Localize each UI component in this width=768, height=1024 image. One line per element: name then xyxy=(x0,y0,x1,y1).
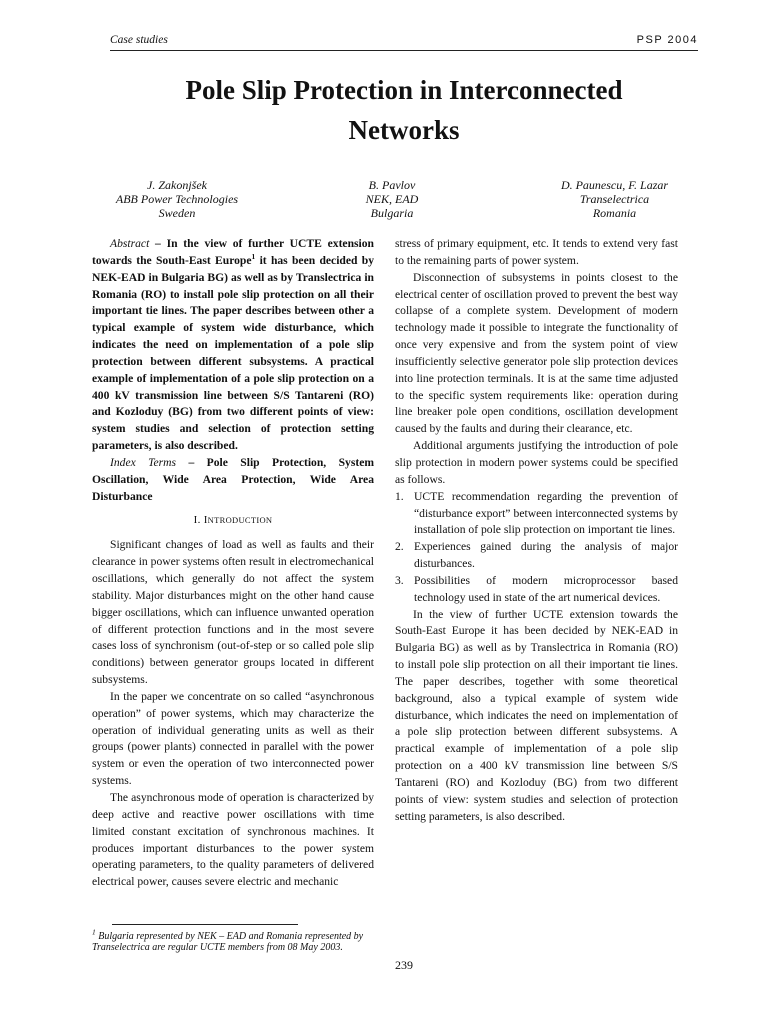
author-affiliation: Transelectrica xyxy=(579,192,650,206)
abstract-label: Abstract xyxy=(110,237,150,250)
title-line-1: Pole Slip Protection in Interconnected xyxy=(185,75,623,105)
footnote-mark: 1 xyxy=(92,927,96,937)
body-paragraph: stress of primary equipment, etc. It tends to extend very fast to the remaining parts of power system. xyxy=(395,237,678,267)
abstract: Abstract – In the view of further UCTE extension towards the South-East Europe$^1$ it has been decided by NEK-EAD in Bulgaria BG) as well as by Translectrica in Romania (RO) to install pole slip protection on all their important tie lines. The paper describes between other a typical example of system wide disturbance, which indicates the need on implementation of a pole slip protection between different subsystems. A practical example of implementation of a pole slip protection on a 400 kV transmission line between S/S Tantareni (RO) and Kozloduy (BG) from two different points of view: system studies and selection of protection setting parameters, is also described. xyxy=(92,237,374,453)
author-name: J. Zakonjšek xyxy=(147,178,207,192)
author-1 xyxy=(92,178,262,220)
left-column xyxy=(92,236,374,891)
section-heading-introduction: I. INTRODUCTION xyxy=(193,513,273,526)
body-paragraph: Additional arguments justifying the introduction of pole slip protection in modern power systems could be specified as follows. xyxy=(395,439,678,486)
list-item: 3. Possibilities of modern microprocessor based technology used in state of the art numerical devices. xyxy=(395,573,678,604)
paper-title xyxy=(110,70,698,150)
header-section-label: Case studies xyxy=(110,34,168,46)
index-terms-label: Index Terms xyxy=(110,455,177,469)
author-country: Sweden xyxy=(158,206,196,220)
abstract-text-a: In the view of further UCTE extension towards the South-East Europe xyxy=(92,237,374,267)
author-name: B. Pavlov xyxy=(368,178,416,192)
right-column xyxy=(395,236,678,826)
list-item: 1. UCTE recommendation regarding the prevention of “disturbance export” between interconnected systems by installation of pole slip protection on important tie lines. xyxy=(395,489,678,537)
index-terms-text: Pole Slip Protection, System Oscillation, Wide Area Protection, Wide Area Disturbance xyxy=(92,455,374,503)
author-affiliation: NEK, EAD xyxy=(365,192,419,206)
author-country: Bulgaria xyxy=(370,206,414,220)
author-country: Romania xyxy=(592,206,637,220)
author-name: D. Paunescu, F. Lazar xyxy=(560,178,669,192)
footnote-text: Bulgaria represented by NEK – EAD and Romania represented by Transelectrica are regular UCTE members from 08 May 2003. xyxy=(92,931,364,953)
body-paragraph: The asynchronous mode of operation is characterized by deep active and reactive power oscillations with time limited constant excitation of synchronous machines. It produces important disturbances to the power system operating parameters, to the quality parameters of delivered electrical power, causes severe electric and mechanic xyxy=(92,791,374,889)
index-terms: Index Terms – Pole Slip Protection, System Oscillation, Wide Area Protection, Wide Area Disturbance xyxy=(92,455,374,503)
author-2 xyxy=(332,178,452,220)
abstract-text-b: it has been decided by NEK-EAD in Bulgaria BG) as well as by Translectrica in Romania (RO) to install pole slip protection on all their important tie lines. The paper describes between other a typical example of system wide disturbance, which indicates the need on implementation of a pole slip protection between different subsystems. A practical example of implementation of a pole slip protection on a 400 kV transmission line between S/S Tantareni (RO) and Kozloduy (BG) from two different points of view: system studies and selection of protection setting parameters, is also described. xyxy=(92,253,374,453)
body-paragraph: Disconnection of subsystems in points closest to the electrical center of oscillation proved to prevent the best way collapse of a complete system. Development of modern technology made it possible to integrate the functionality of once very expensive and from the system point of view insufficiently selective generator pole slip protection devices into line protection terminals. It is at the same time adjusted to the specific system requirements like: operation during line breaker pole open conditions, oscillation development caused by the faults and during their clearance, etc. xyxy=(395,270,678,436)
author-3 xyxy=(527,178,702,220)
footnote-divider xyxy=(112,924,298,925)
page-number: 239 xyxy=(395,958,413,972)
body-paragraph: In the paper we concentrate on so called “asynchronous operation” of power systems, which may characterize the operation of individual generating units as well as their groups (power plants) connected in parallel with the power system or even the operation of two interconnected power systems. xyxy=(92,689,374,788)
body-paragraph: In the view of further UCTE extension towards the South-East Europe it has been decided by NEK-EAD in Bulgaria BG) as well as by Translectrica in Romania (RO) to install pole slip protection on all their important tie lines. The paper describes, together with some theoretical background, also a typical example of system wide disturbance, which indicates the need on implementation of a pole slip protection between different subsystems. A practical example of implementation of a pole slip protection on a 400 kV transmission line between S/S Tantareni (RO) and Kozloduy (BG) from two different points of view: system studies and selection of protection setting parameters, is also described. xyxy=(395,607,678,823)
header-conference-label: PSP 2004 xyxy=(636,34,698,46)
body-paragraph: Significant changes of load as well as faults and their clearance in power systems often result in electromechanical oscillations, which generally do not affect the system stability. Major disturbances might on the other hand cause bigger oscillations, which can influence unwanted operation of different protection functions and in the most severe cases loss of synchronism (out-of-step or so called pole slip conditions) between generator groups located in different subsystems. xyxy=(92,538,374,687)
footnote-marker: 1 xyxy=(251,251,256,261)
title-line-2: Networks xyxy=(348,115,460,145)
author-affiliation: ABB Power Technologies xyxy=(115,192,239,206)
running-header xyxy=(110,34,698,51)
footnote xyxy=(92,927,374,953)
list-item: 2. Experiences gained during the analysis of major disturbances. xyxy=(395,540,678,571)
arguments-list xyxy=(395,489,678,607)
author-block xyxy=(92,178,712,222)
